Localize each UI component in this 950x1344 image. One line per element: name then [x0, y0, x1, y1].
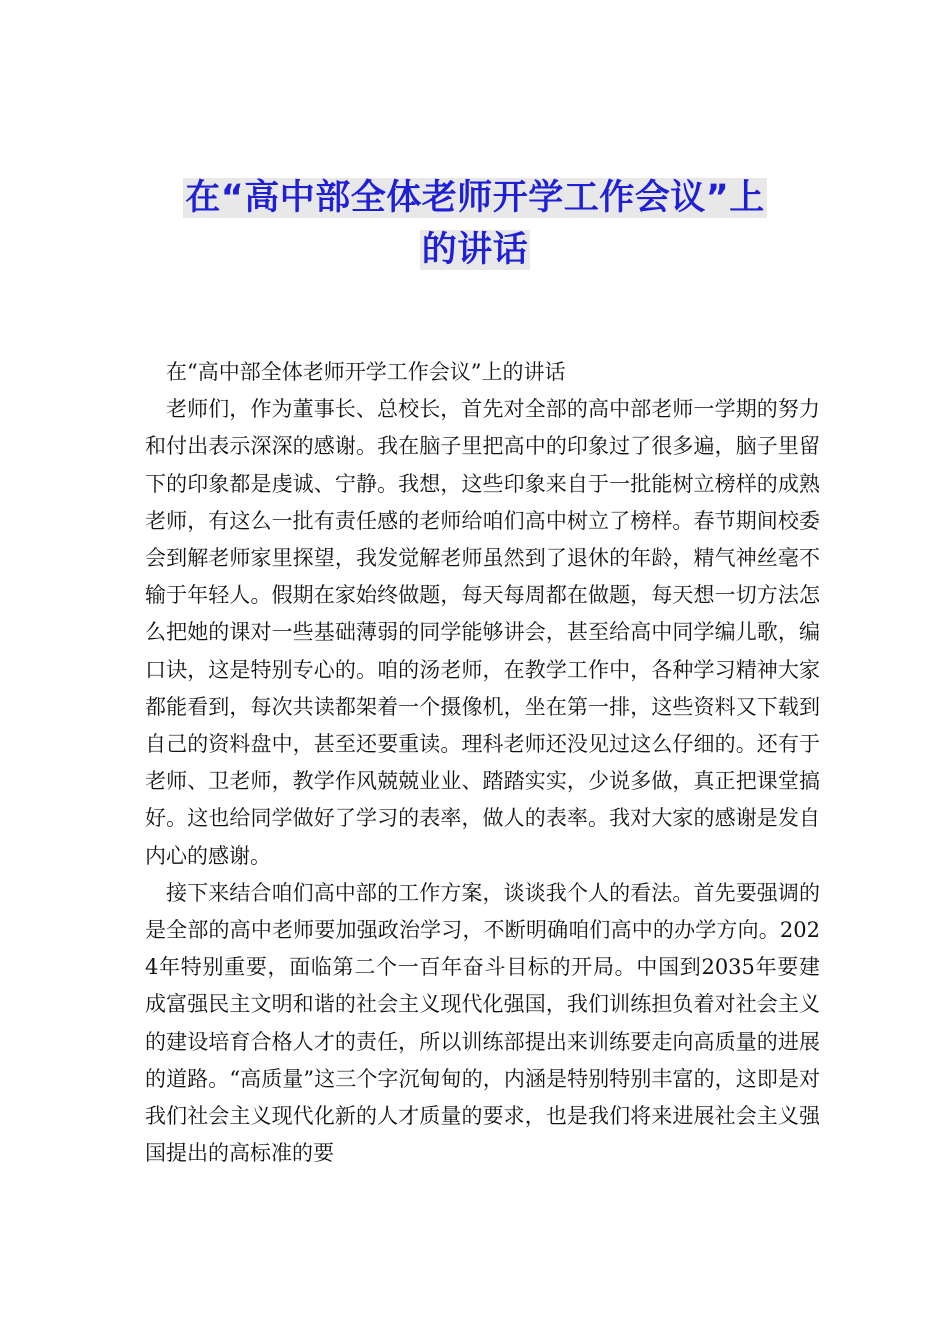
- title-line-1: 在“高中部全体老师开学工作会议”上: [185, 178, 765, 218]
- subtitle-paragraph: 在“高中部全体老师开学工作会议”上的讲话: [166, 360, 566, 384]
- document-title: [140, 172, 810, 276]
- body-paragraph: 接下来结合咱们高中部的工作方案，谈谈我个人的看法。首先要强调的是全部的高中老师要加强政治学习，不断明确咱们高中的办学方向。2024年特别重要，面临第二个一百年奋斗目标的开局。中国到2035年要建成富强民主文明和谐的社会主义现代化强国，我们训练担负着对社会主义的建设培育合格人才的责任，所以训练部提出来训练要走向高质量的进展的道路。“高质量”这三个字沉甸甸的，内涵是特别特别丰富的，这即是对我们社会主义现代化新的人才质量的要求，也是我们将来进展社会主义强国提出的高标准的要: [145, 880, 820, 1166]
- body-paragraph: 老师们，作为董事长、总校长，首先对全部的高中部老师一学期的努力和付出表示深深的感谢。我在脑子里把高中的印象过了很多遍，脑子里留下的印象都是虔诚、宁静。我想，这些印象来自于一批能树立榜样的成熟老师，有这么一批有责任感的老师给咱们高中树立了榜样。春节期间校委会到解老师家里探望，我发觉解老师虽然到了退休的年龄，精气神丝毫不输于年轻人。假期在家始终做题，每天每周都在做题，每天想一切方法怎么把她的课对一些基础薄弱的同学能够讲会，甚至给高中同学编儿歌，编口诀，这是特别专心的。咱的汤老师，在教学工作中，各种学习精神大家都能看到，每次共读都架着一个摄像机，坐在第一排，这些资料又下载到自己的资料盘中，甚至还要重读。理科老师还没见过这么仔细的。还有于老师、卫老师，教学作风兢兢业业、踏踏实实，少说多做，真正把课堂搞好。这也给同学做好了学习的表率，做人的表率。我对大家的感谢是发自内心的感谢。: [145, 397, 820, 868]
- document-body: [145, 354, 820, 1172]
- title-line-2: 的讲话: [421, 230, 529, 270]
